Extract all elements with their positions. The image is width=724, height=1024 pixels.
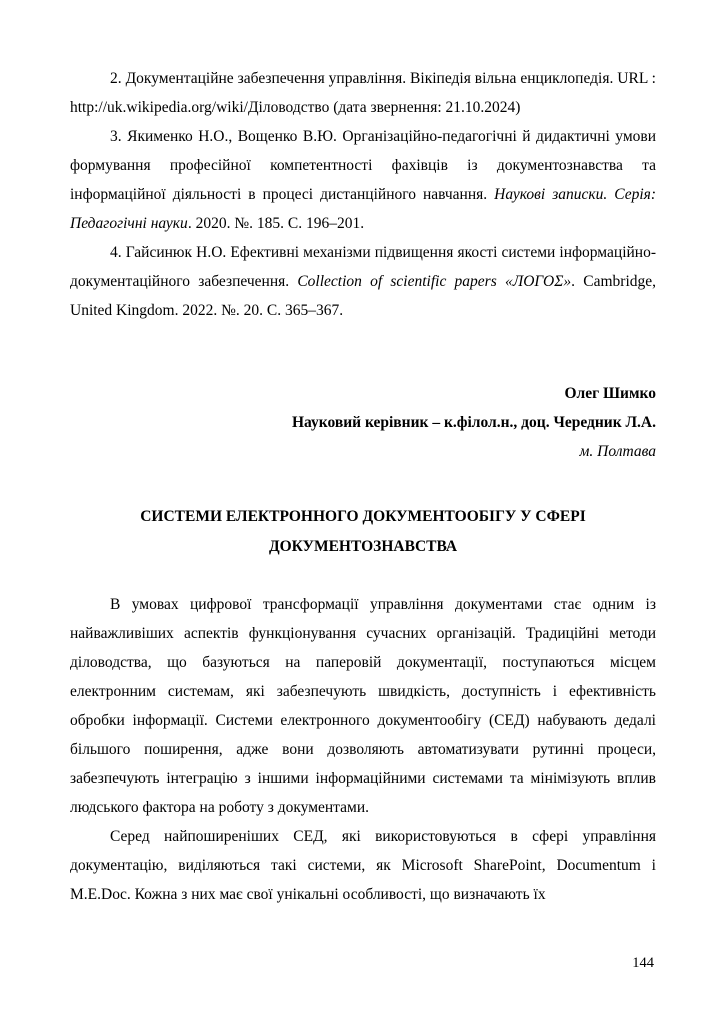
- reference-3-text-a: 3. Якименко Н.О., Вощенко В.Ю. Організаційно-педагогічні й дидактичні умови формування професійної компетентності фахівців із документознавства та інформаційної діяльності в процесі дистанційного навчання.: [70, 128, 656, 203]
- references-section: [70, 64, 656, 325]
- reference-item-4: [70, 238, 656, 325]
- reference-item-2: [70, 64, 656, 122]
- body-paragraph-1: В умовах цифрової трансформації управління документами стає одним із найважливіших аспектів функціонування сучасних організацій. Традиційні методи діловодства, що базуються на паперовій документації, поступаються місцем електронним системам, які забезпечують швидкість, доступність і ефективність обробки інформації. Системи електронного документообігу (СЕД) набувають дедалі більшого поширення, адже вони дозволяють автоматизувати рутинні процеси, забезпечують інтеграцію з іншими інформаційними системами та мінімізують вплив людського фактора на роботу з документами.: [70, 596, 656, 816]
- reference-4-text-a: 4. Гайсинюк Н.О. Ефективні механізми підвищення якості системи інформаційно-документаційного забезпечення.: [70, 244, 656, 290]
- reference-2-text: 2. Документаційне забезпечення управління. Вікіпедія вільна енциклопедія. URL : http://uk.wikipedia.org/wiki/Діловодство (дата звернення: 21.10.2024): [70, 70, 656, 116]
- article-title: СИСТЕМИ ЕЛЕКТРОННОГО ДОКУМЕНТООБІГУ У СФЕРІ ДОКУМЕНТОЗНАВСТВА: [140, 508, 586, 555]
- body-paragraph-2: Серед найпоширеніших СЕД, які використовуються в сфері управління документацію, виділяються такі системи, як Microsoft SharePoint, Documentum і M.E.Doc. Кожна з них має свої унікальні особливості, що визначають їх: [70, 828, 656, 903]
- reference-item-3: [70, 122, 656, 238]
- author-name: Олег Шимко: [564, 385, 656, 402]
- reference-4-text-b: . Cambridge, United Kingdom. 2022. №. 20. С. 365–367.: [70, 273, 657, 319]
- author-block: [70, 379, 656, 466]
- page-number: 144: [632, 954, 654, 971]
- article-body: [70, 590, 656, 909]
- reference-4-source-title: Collection of scientific papers «ЛОГОΣ»: [297, 273, 572, 290]
- city-line: м. Полтава: [579, 443, 656, 460]
- reference-3-text-b: . 2020. №. 185. С. 196–201.: [187, 215, 365, 232]
- scientific-advisor-line: Науковий керівник – к.філол.н., доц. Чередник Л.А.: [291, 414, 656, 431]
- reference-3-source-title: Наукові записки. Серія: Педагогічні науки: [70, 186, 656, 232]
